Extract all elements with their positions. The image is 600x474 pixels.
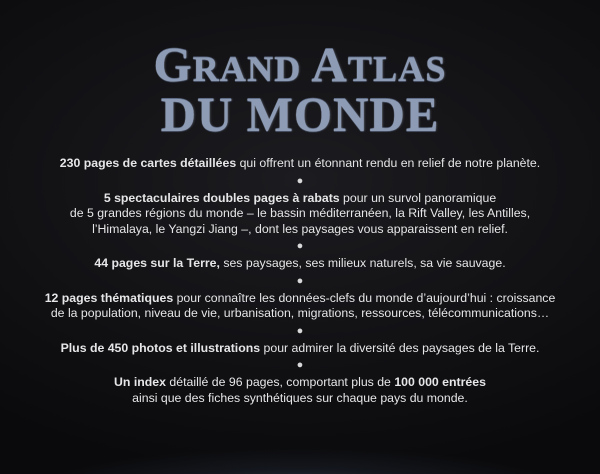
feature-paragraph: [20, 291, 580, 322]
feature-paragraph: [20, 156, 580, 172]
feature-line: [20, 391, 580, 407]
feature-highlight: 5 spectaculaires doubles pages à rabats: [103, 190, 340, 205]
feature-line: [20, 191, 580, 207]
feature-highlight: Plus de 450 photos et illustrations: [60, 340, 261, 355]
feature-line: [20, 222, 580, 238]
feature-highlight: 230 pages de cartes détaillées: [59, 156, 237, 170]
bullet-separator: ●: [296, 174, 304, 187]
feature-paragraph: [20, 191, 580, 238]
title-line-1: [0, 37, 600, 92]
feature-line: [20, 306, 580, 322]
feature-highlight: 44 pages sur la Terre,: [94, 256, 220, 270]
bullet-separator: ●: [296, 274, 304, 287]
feature-text: pour admirer la diversité des paysages de la Terre.: [260, 340, 540, 355]
feature-text: l’Himalaya, le Yangzi Jiang –, dont les paysages vous apparaissent en relief.: [92, 221, 508, 236]
feature-paragraph: [20, 256, 580, 272]
title-word-rand: RAND: [192, 49, 312, 89]
feature-line: [20, 341, 580, 357]
feature-text: pour un survol panoramique: [339, 190, 497, 205]
feature-highlight: Un index: [114, 375, 166, 389]
feature-list: [20, 156, 580, 406]
title-line-2: DU MONDE: [160, 87, 440, 142]
feature-text: détaillé de 96 pages, comportant plus de: [165, 375, 395, 389]
feature-highlight: 12 pages thématiques: [44, 290, 174, 305]
feature-line: [20, 256, 580, 272]
feature-text: ainsi que des fiches synthétiques sur chaque pays du monde.: [132, 390, 468, 405]
feature-text: ses paysages, ses milieux naturels, sa vie sauvage.: [219, 256, 506, 270]
feature-text: pour connaître les données-clefs du monde d’aujourd’hui : croissance: [173, 290, 556, 305]
title-initial-a: A: [311, 37, 348, 92]
title-word-tlas: TLAS: [347, 49, 447, 89]
feature-text: qui offrent un étonnant rendu en relief de notre planète.: [236, 156, 541, 170]
bullet-separator: ●: [296, 324, 304, 337]
bullet-separator: ●: [296, 359, 304, 371]
bullet-separator: ●: [296, 240, 304, 252]
feature-line: [20, 206, 580, 222]
feature-text: de 5 grandes régions du monde – le bassin méditerranéen, la Rift Valley, les Antilles,: [69, 206, 531, 220]
feature-line: [20, 375, 580, 391]
feature-text: de la population, niveau de vie, urbanisation, migrations, ressources, télécommunications…: [50, 306, 550, 320]
feature-highlight: 100 000 entrées: [394, 375, 486, 389]
feature-paragraph: [20, 375, 580, 406]
feature-paragraph: [20, 341, 580, 357]
title-initial-g: G: [153, 37, 193, 92]
feature-line: [20, 291, 580, 307]
feature-line: [20, 156, 580, 172]
